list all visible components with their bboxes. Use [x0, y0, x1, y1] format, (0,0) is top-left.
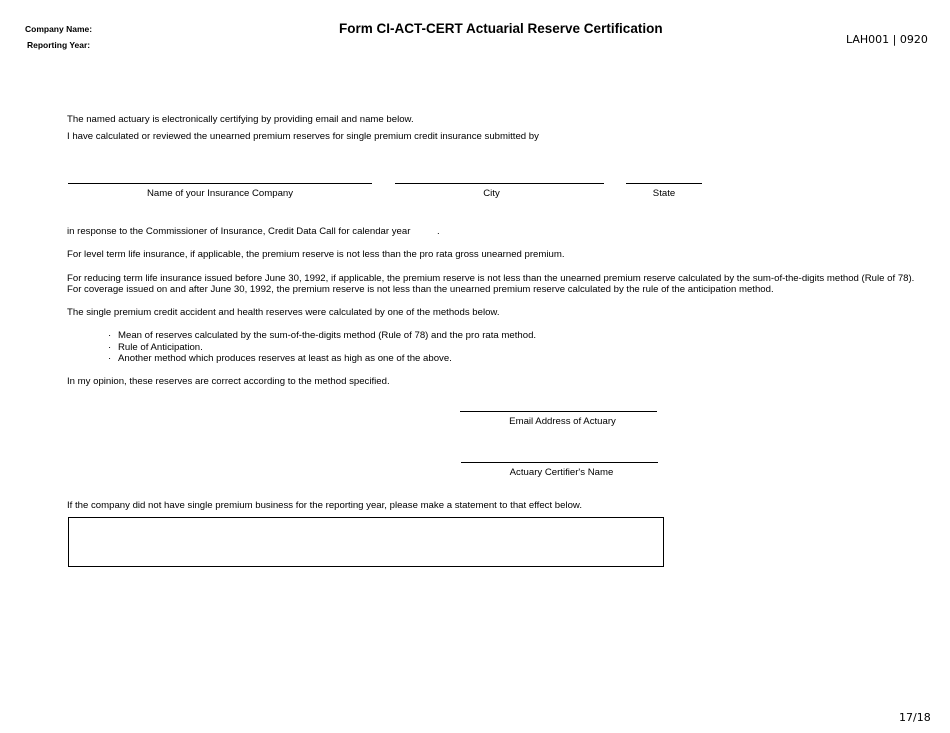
company-name-caption: Name of your Insurance Company: [146, 188, 294, 199]
intro-line-1: The named actuary is electronically certifying by providing email and name below.: [67, 114, 414, 125]
list-item: [108, 330, 536, 342]
company-name-field[interactable]: [68, 183, 372, 184]
list-item: [108, 342, 536, 354]
intro-line-2: I have calculated or reviewed the unearned premium reserves for single premium credit insurance submitted by: [67, 131, 539, 142]
city-caption: City: [483, 188, 500, 199]
no-business-text: If the company did not have single premium business for the reporting year, please make a statement to that effect below.: [67, 500, 582, 511]
commissioner-text: in response to the Commissioner of Insurance, Credit Data Call for calendar year: [67, 226, 411, 237]
bullet-icon: ·: [108, 353, 112, 365]
state-field[interactable]: [626, 183, 702, 184]
reducing-term-text-2: For coverage issued on and after June 30, 1992, the premium reserve is not less than the unearned premium reserve calculated by the rule of the anticipation method.: [67, 284, 774, 295]
opinion-text: In my opinion, these reserves are correct according to the method specified.: [67, 376, 390, 387]
list-item: [108, 353, 536, 365]
actuary-name-caption: Actuary Certifier's Name: [509, 467, 614, 478]
method-label: Another method which produces reserves at least as high as one of the above.: [118, 353, 452, 365]
reducing-term-text-1: For reducing term life insurance issued before June 30, 1992, if applicable, the premium reserve is not less than the unearned premium reserve calculated by the sum-of-the-digits method (Rule of 78).: [67, 273, 915, 284]
methods-intro-text: The single premium credit accident and health reserves were calculated by one of the methods below.: [67, 307, 500, 318]
reporting-year-label: Reporting Year:: [27, 40, 91, 50]
city-field[interactable]: [395, 183, 604, 184]
email-caption: Email Address of Actuary: [509, 416, 616, 427]
bullet-icon: ·: [108, 330, 112, 341]
commissioner-period: .: [437, 226, 440, 237]
level-term-text: For level term life insurance, if applicable, the premium reserve is not less than the pro rata gross unearned premium.: [67, 249, 565, 260]
method-label: Rule of Anticipation.: [118, 341, 203, 353]
statement-textarea[interactable]: [68, 517, 664, 567]
state-caption: State: [652, 188, 676, 199]
actuary-name-field[interactable]: [461, 462, 658, 463]
page-number: 17/18: [899, 711, 931, 724]
email-field[interactable]: [460, 411, 657, 412]
company-name-label: Company Name:: [25, 24, 93, 34]
form-code: LAH001 | 0920: [846, 33, 928, 46]
methods-list: [108, 330, 536, 365]
method-label: Mean of reserves calculated by the sum-of-the-digits method (Rule of 78) and the pro rata method.: [118, 330, 537, 341]
page-title: Form CI-ACT-CERT Actuarial Reserve Certification: [339, 21, 663, 36]
bullet-icon: ·: [108, 341, 112, 353]
calendar-year-field[interactable]: [413, 226, 439, 237]
